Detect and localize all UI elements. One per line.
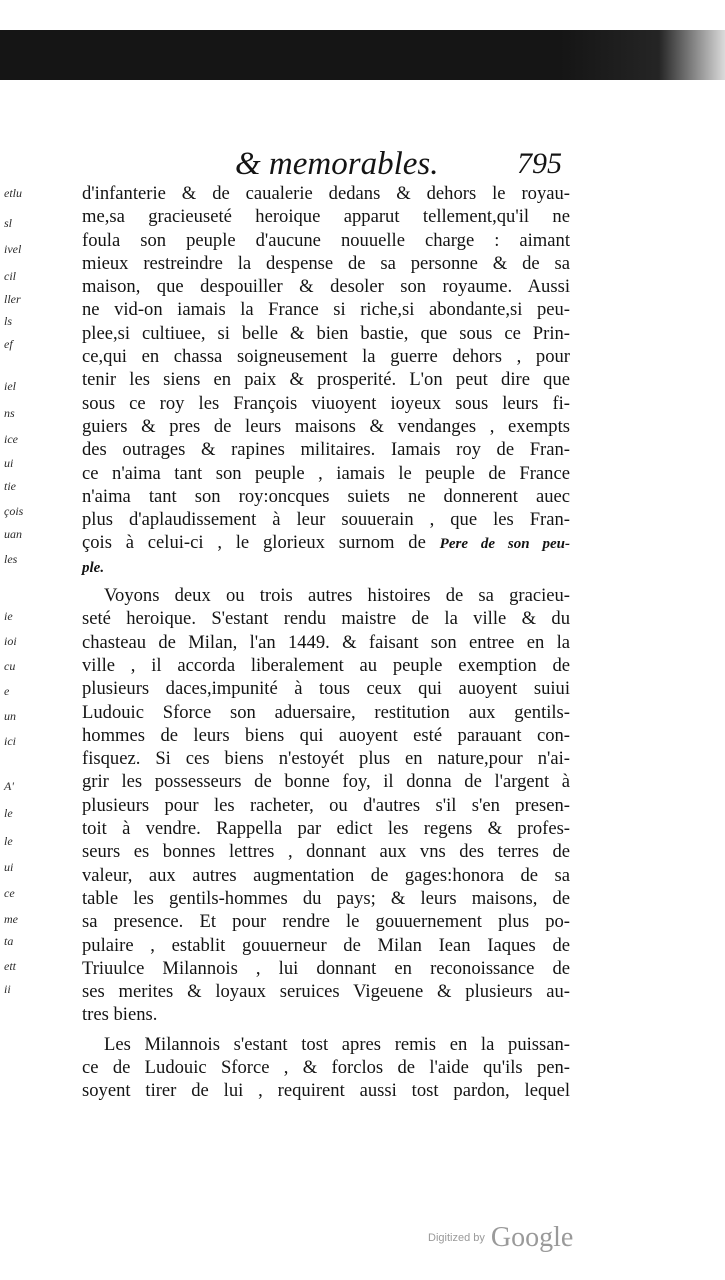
text-line: pulaire , establit gouuerneur de Milan Iean Iaques de — [82, 934, 570, 956]
epithet-italic: Pere de son peu- — [439, 536, 570, 553]
text-line: seté heroique. S'estant rendu maistre de la ville & du — [82, 608, 570, 630]
text-line: sa presence. Et pour rendre le gouuernement plus po- — [82, 911, 570, 933]
margin-fragment: çois — [4, 504, 24, 518]
text-line: valeur, aux autres augmentation de gages:honora de sa — [82, 864, 570, 886]
text-line: foula son peuple d'aucune nouuelle charge : aimant — [82, 229, 570, 251]
margin-fragment: e — [4, 684, 10, 698]
margin-fragment: ls — [4, 314, 13, 328]
text-line: Ludouic Sforce son aduersaire, restitution aux gentils- — [82, 701, 570, 723]
text-line: hommes de leurs biens qui auoyent esté parauant con- — [82, 724, 570, 746]
text-line — [82, 555, 570, 578]
body-text — [82, 182, 570, 1103]
margin-fragment: sl — [4, 216, 13, 230]
digitized-watermark — [428, 1222, 588, 1262]
text-line: plusieurs pour les racheter, ou d'autres s'il s'en presen- — [82, 794, 570, 816]
digitized-label: Digitized by — [428, 1232, 485, 1244]
margin-fragment: ui — [4, 860, 14, 874]
margin-fragment: me — [4, 912, 18, 926]
facing-page-margin — [0, 175, 34, 1155]
margin-fragment: cil — [4, 269, 16, 283]
margin-fragment: A' — [4, 779, 14, 793]
text-line: plusieurs daces,impunité à tous ceux qui auoyent suiui — [82, 678, 570, 700]
text-line: grir les possesseurs de bonne foy, il donna de l'argent à — [82, 771, 570, 793]
margin-fragment: uan — [4, 527, 22, 541]
margin-fragment: ivel — [4, 242, 22, 256]
text-line: seurs es bonnes lettres , donnant aux vns des terres de — [82, 841, 570, 863]
text-line: ce n'aima tant son peuple , iamais le peuple de France — [82, 462, 570, 484]
text-line: ce de Ludouic Sforce , & forclos de l'aide qu'ils pen- — [82, 1056, 570, 1078]
text-line: Triuulce Milannois , lui donnant en reconoissance de — [82, 957, 570, 979]
text-line: me,sa gracieuseté heroique apparut tellement,qu'il ne — [82, 206, 570, 228]
epithet-italic-end: ple. — [82, 559, 105, 576]
text-line: d'infanterie & de caualerie dedans & dehors le royau- — [82, 183, 570, 204]
scan-edge-fade — [560, 30, 725, 80]
margin-fragment: ce — [4, 886, 15, 900]
text-line: ville , il accorda liberalement au peuple exemption de — [82, 654, 570, 676]
text-line: plee,si cultiuee, si belle & bien bastie, que sous ce Prin- — [82, 322, 570, 344]
text-line — [82, 531, 570, 554]
margin-fragment: les — [4, 552, 18, 566]
google-wordmark: Google — [490, 1222, 574, 1253]
margin-fragment: ef — [4, 337, 13, 351]
text-line: soyent tirer de lui , requirent aussi tost pardon, lequel — [82, 1080, 570, 1102]
running-head: & memorables. — [235, 146, 439, 182]
margin-fragment: ici — [4, 734, 16, 748]
text-line: table les gentils-hommes du pays; & leurs maisons, de — [82, 887, 570, 909]
text-line: toit à vendre. Rappella par edict les regens & profes- — [82, 818, 570, 840]
text-line: ce,qui en chassa soigneusement la guerre dehors , pour — [82, 346, 570, 368]
page-number: 795 — [517, 147, 562, 180]
margin-fragment: le — [4, 806, 13, 820]
margin-fragment: cu — [4, 659, 16, 673]
text-line: ses merites & loyaux seruices Vigeuene & plusieurs au- — [82, 981, 570, 1003]
margin-fragment: tie — [4, 479, 16, 493]
margin-fragment: ett — [4, 959, 16, 973]
margin-fragment: ioi — [4, 634, 17, 648]
margin-fragment: ice — [4, 432, 18, 446]
text-line: sous ce roy les François viuoyent ioyeux sous leurs fi- — [82, 392, 570, 414]
text-line: maison, que despouiller & desoler son royaume. Aussi — [82, 276, 570, 298]
text-line: fisquez. Si ces biens n'estoyét plus en nature,pour n'ai- — [82, 748, 570, 770]
text-line: Les Milannois s'estant tost apres remis en la puissan- — [104, 1033, 570, 1055]
text-line: guiers & pres de leurs maisons & vendanges , exempts — [82, 415, 570, 437]
margin-fragment: ta — [4, 934, 14, 948]
text-line: plus d'aplaudissement à leur souuerain , que les Fran- — [82, 509, 570, 531]
margin-fragment: ii — [4, 982, 11, 996]
text-line: n'aima tant son roy:oncques suiets ne donnerent auec — [82, 485, 570, 507]
text-line: chasteau de Milan, l'an 1449. & faisant son entree en la — [82, 631, 570, 653]
margin-fragment: ui — [4, 456, 14, 470]
text-line: mieux restreindre la despense de sa personne & de sa — [82, 252, 570, 274]
margin-fragment: iel — [4, 379, 16, 393]
margin-fragment: ns — [4, 406, 15, 420]
text-line: des outrages & rapines militaires. Iamais roy de Fran- — [82, 439, 570, 461]
margin-fragment: un — [4, 709, 16, 723]
text-line: tres biens. — [82, 1004, 158, 1026]
text-line: ne vid-on iamais la France si riche,si abondante,si peu- — [82, 299, 570, 321]
text-line-start: çois à celui-ci , le glorieux surnom de — [82, 532, 426, 554]
margin-fragment: le — [4, 834, 13, 848]
margin-fragment: ller — [4, 292, 21, 306]
margin-fragment: ie — [4, 609, 13, 623]
page-header — [235, 146, 575, 182]
text-line: Voyons deux ou trois autres histoires de sa gracieu- — [104, 585, 570, 607]
margin-fragment: etlu — [4, 186, 22, 200]
text-line: tenir les siens en paix & prosperité. L'on peut dire que — [82, 369, 570, 391]
